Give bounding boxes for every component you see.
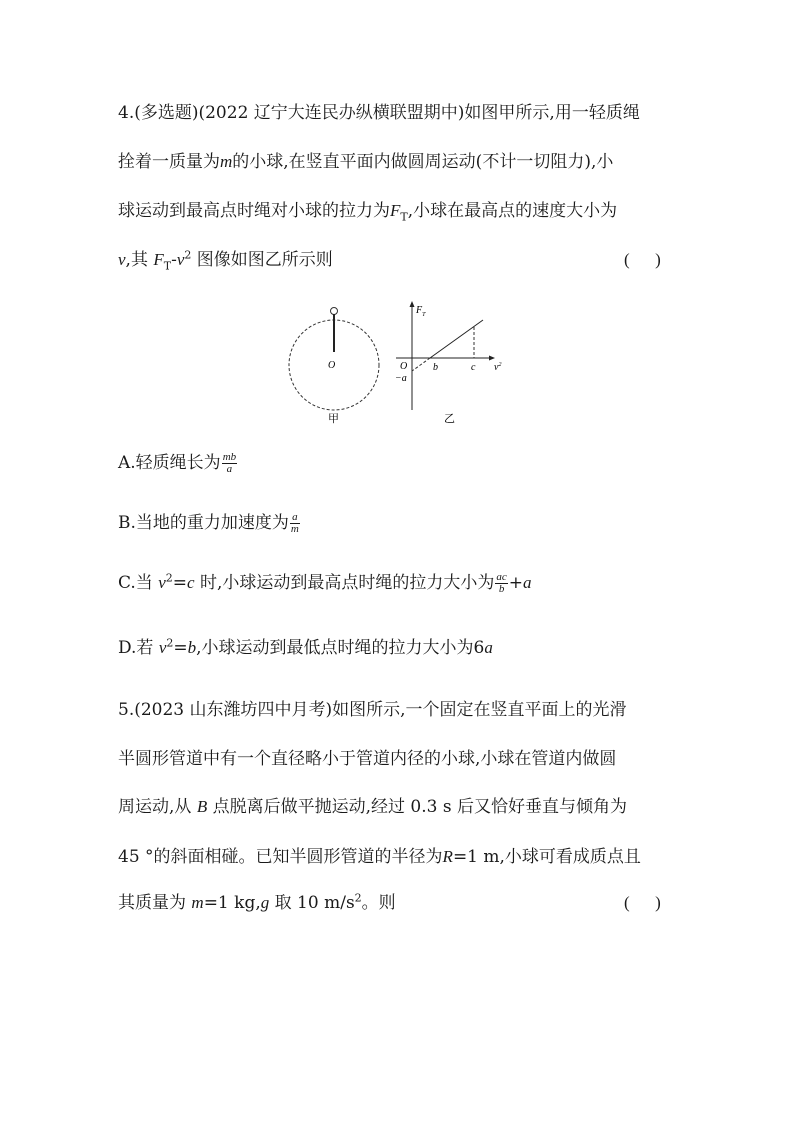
q5-text: 点脱离后做平抛运动,经过 0.3 s 后又恰好垂直与倾角为 — [207, 797, 627, 817]
graph-line-extension — [412, 358, 430, 371]
equals: = — [172, 573, 188, 593]
q4-text: 拴着一质量为 — [118, 152, 220, 172]
q5-text: 周运动,从 — [118, 797, 197, 817]
fraction-a-over-m: $\frac{a}{m}$ — [290, 511, 299, 535]
option-D-text: D.若 — [118, 638, 159, 658]
q5-line-3 — [118, 795, 678, 819]
var-v: v — [158, 638, 167, 657]
fraction-mb-over-a: $\frac{mb}{a}$ — [222, 451, 237, 475]
q4-text: 的小球,在竖直平面内做圆周运动(不计一切阻力),小 — [232, 152, 614, 172]
var-m: m — [220, 152, 233, 171]
var-v: v — [176, 250, 185, 269]
var-F: F — [153, 250, 164, 269]
neg-a-label: −a — [395, 373, 407, 384]
var-g: g — [260, 893, 270, 912]
option-B[interactable] — [118, 511, 678, 535]
q4-line-3 — [118, 199, 678, 223]
center-label: O — [328, 360, 336, 371]
q5-line-2 — [118, 747, 678, 771]
var-a: a — [484, 638, 493, 657]
option-A-text: A.轻质绳长为 — [118, 453, 221, 473]
var-m: m — [191, 893, 204, 912]
q4-line-2 — [118, 150, 678, 174]
q4-text: ,其 — [125, 250, 148, 270]
q4-line-4 — [118, 248, 678, 272]
sup-2: 2 — [354, 891, 362, 905]
sup-2: 2 — [166, 636, 174, 650]
q5-line-5 — [118, 891, 678, 915]
fraction-ac-over-b: $\frac{ac}{b}$ — [496, 571, 507, 595]
q5-text: =1 m,小球可看成质点且 — [452, 847, 641, 867]
option-A[interactable] — [118, 451, 678, 475]
option-D[interactable] — [118, 636, 678, 660]
q4-text: 图像如图乙所示则 — [196, 250, 333, 270]
var-F: F — [390, 201, 401, 220]
q5-text: 取 10 m/s — [269, 893, 355, 913]
x-axis-arrow — [489, 356, 495, 361]
sup-2: 2 — [165, 571, 173, 585]
q4-line-1 — [118, 101, 678, 125]
caption-left: 甲 — [328, 413, 339, 425]
ball — [331, 308, 338, 315]
q5-line-1 — [118, 698, 678, 722]
q5-text: 45 °的斜面相碰。已知半圆形管道的半径为 — [118, 847, 443, 867]
q5-answer-blank[interactable]: ( ) — [624, 893, 661, 912]
var-R: R — [442, 847, 453, 866]
q4-text: 球运动到最高点时绳对小球的拉力为 — [118, 201, 390, 221]
q5-text: 半圆形管道中有一个直径略小于管道内径的小球,小球在管道内做圆 — [118, 749, 617, 769]
var-a: a — [523, 573, 532, 592]
option-C[interactable] — [118, 571, 678, 595]
option-B-text: B.当地的重力加速度为 — [118, 513, 289, 533]
var-B: B — [196, 797, 208, 816]
q4-figure — [280, 292, 520, 428]
plus: + — [508, 573, 524, 593]
q5-stem-text: 5.(2023 山东潍坊四中月考)如图所示,一个固定在竖直平面上的光滑 — [118, 700, 627, 720]
c-label: c — [471, 362, 476, 373]
option-C-text: C.当 — [118, 573, 159, 593]
var-b: b — [187, 638, 197, 657]
var-v: v — [118, 250, 126, 269]
sub-T: T — [400, 210, 408, 224]
option-C-text: 时,小球运动到最高点时绳的拉力大小为 — [194, 573, 495, 593]
q4-text: - — [171, 250, 177, 270]
q5-text: 其质量为 — [118, 893, 192, 913]
sup-2: 2 — [184, 248, 192, 262]
q5-text: =1 kg, — [203, 893, 261, 913]
origin-label: O — [400, 361, 408, 372]
sub-T: T — [163, 259, 172, 273]
q5-line-4 — [118, 845, 678, 869]
q4-stem-text: 4.(多选题)(2022 辽宁大连民办纵横联盟期中)如图甲所示,用一轻质绳 — [118, 103, 640, 123]
caption-right: 乙 — [444, 413, 455, 425]
var-c: c — [187, 573, 195, 592]
q4-text: ,小球在最高点的速度大小为 — [407, 201, 618, 221]
x-axis-label: $v^2$ — [494, 362, 502, 373]
q5-text: 。则 — [361, 893, 396, 913]
graph-line-solid — [430, 320, 483, 358]
y-axis-arrow — [410, 301, 415, 307]
option-D-text: ,小球运动到最低点时绳的拉力大小为6 — [196, 638, 485, 658]
q4-answer-blank[interactable]: ( ) — [624, 250, 661, 269]
y-axis-label: $F_T$ — [416, 305, 426, 318]
b-label: b — [433, 362, 438, 373]
var-v: v — [158, 573, 166, 592]
equals: = — [173, 638, 188, 658]
